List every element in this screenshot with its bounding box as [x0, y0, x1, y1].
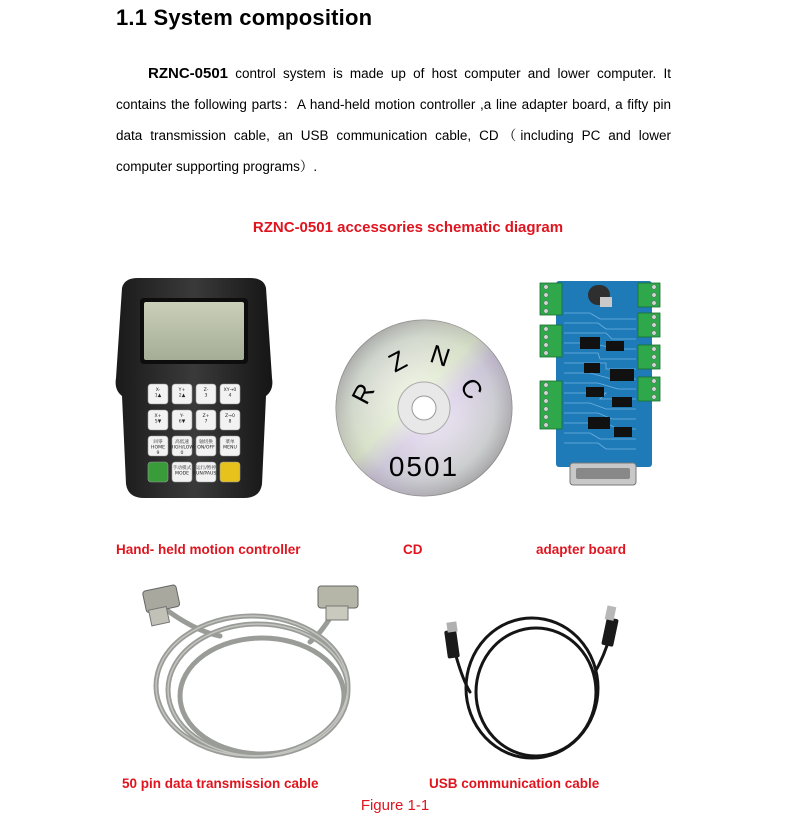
keypad-key-label: MENU: [223, 445, 237, 451]
caption-usb-cable: USB communication cable: [429, 776, 600, 791]
intro-text: control system is made up of host computer and lower computer. It contains the following parts：A hand-held motion controller ,a line adapter board, a fifty pin data transmission cable, an USB communication cable, CD（including PC and lower computer supporting programs）.: [116, 66, 671, 174]
usb-cable-image: [440, 600, 640, 770]
ic-chip: [612, 397, 632, 407]
keypad-key: [220, 436, 240, 456]
keypad-key-label: XY→0: [223, 388, 237, 393]
keypad-key: [196, 410, 216, 430]
ic-chip: [614, 427, 632, 437]
keypad-key: [172, 384, 192, 404]
intro-paragraph: [116, 58, 671, 182]
keypad-key: [170, 436, 194, 456]
data-cable-image: [140, 580, 370, 770]
keypad-key-label: 7: [204, 419, 208, 425]
keypad-key-label: Z→0: [225, 414, 235, 419]
keypad-key: [220, 384, 240, 404]
ic-chip: [588, 417, 610, 429]
ic-chip: [610, 369, 634, 381]
keypad-key-label: 轴切换: [199, 440, 213, 445]
keypad-key-label: HOME: [151, 445, 165, 451]
keypad-key-label: Z+: [202, 414, 210, 419]
cd-image: [334, 318, 514, 498]
keypad-key-label: 手动模式: [172, 466, 192, 471]
caption-adapter: adapter board: [536, 542, 627, 557]
keypad-key-label: Y+: [178, 388, 186, 393]
keypad-key-label: 8: [228, 419, 232, 425]
keypad-key: [148, 410, 168, 430]
keypad-key: [196, 436, 216, 456]
ic-chip: [586, 387, 604, 397]
terminal-block: [540, 283, 562, 315]
ic-chip: [584, 363, 600, 373]
diagram-title: RZNC-0501 accessories schematic diagram: [252, 219, 564, 236]
keypad-key-label: 3: [204, 393, 208, 399]
keypad-key-label: 1▲: [154, 393, 162, 399]
figure-label: Figure 1-1: [360, 797, 430, 814]
cd-letter-r: R: [345, 378, 381, 409]
keypad-key-label: RUN/PAUSE: [192, 471, 220, 477]
keypad-key-label: HIGH/LOW: [170, 445, 194, 451]
terminal-block: [638, 345, 660, 369]
handheld-controller-image: [114, 278, 274, 500]
cd-letter-c: C: [453, 372, 490, 405]
terminal-block: [540, 381, 562, 429]
adapter-board-image: [540, 277, 666, 489]
keypad-key-label: Y-: [180, 414, 184, 419]
keypad-key-label: X+: [154, 414, 162, 419]
keypad-key-label: 6▼: [178, 419, 186, 425]
cd-letter-z: Z: [383, 344, 412, 379]
keypad-key-label: 5▼: [154, 419, 162, 425]
product-name: RZNC-0501: [148, 65, 229, 82]
keypad-key-label: Z-: [203, 388, 209, 393]
keypad-key-label: 2▲: [178, 393, 186, 399]
cd-letter-n: N: [426, 338, 454, 373]
terminal-block: [638, 313, 660, 337]
keypad-key-label: 9: [156, 451, 160, 456]
caption-controller: Hand- held motion controller: [116, 542, 301, 557]
cd-number: 0501: [388, 451, 460, 482]
ic-chip: [606, 341, 624, 351]
keypad-key-label: MODE: [174, 471, 190, 477]
ic-chip: [580, 337, 600, 349]
keypad-key-label: X-: [155, 388, 161, 393]
keypad-key: [220, 410, 240, 430]
keypad-key: [172, 410, 192, 430]
keypad-key: [193, 462, 219, 482]
keypad-key: [148, 436, 168, 456]
keypad-key: [148, 384, 168, 404]
section-heading: 1.1 System composition: [116, 5, 373, 30]
keypad-key-label: 运行/暂停: [196, 466, 216, 471]
keypad-key-label: 菜单: [225, 440, 235, 445]
terminal-block: [540, 325, 562, 357]
terminal-block: [638, 377, 660, 401]
keypad-key-label: 回零: [153, 440, 163, 445]
caption-cd: CD: [403, 542, 423, 557]
keypad-key-label: 0: [180, 451, 184, 456]
keypad-key: [220, 462, 240, 482]
keypad-key-label: 高低速: [175, 440, 189, 445]
keypad-key-label: ON/OFF: [197, 445, 215, 451]
keypad-key: [196, 384, 216, 404]
keypad-key-label: 4: [228, 393, 232, 399]
terminal-block: [638, 283, 660, 307]
keypad-key: [172, 462, 192, 482]
keypad-key: [148, 462, 168, 482]
caption-50pin-cable: 50 pin data transmission cable: [122, 776, 319, 791]
